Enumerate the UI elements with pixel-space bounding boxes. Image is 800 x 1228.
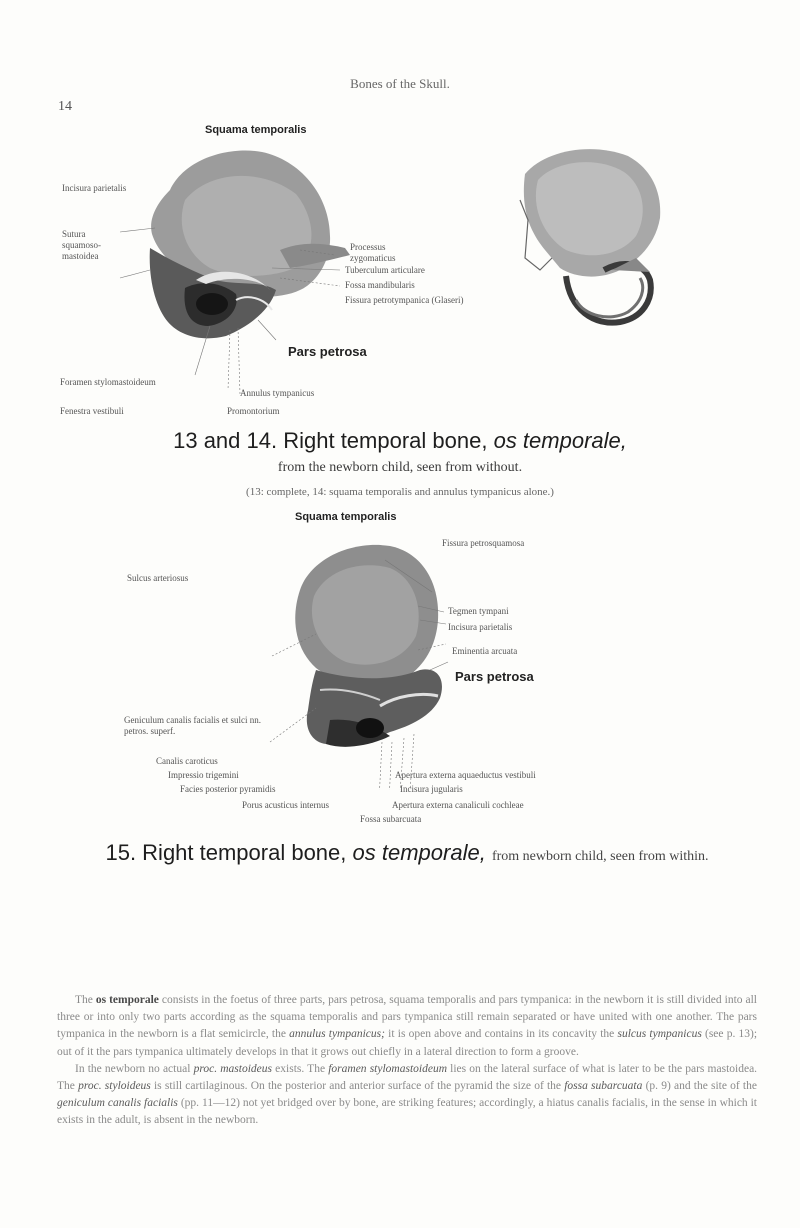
fig13-label-fenestra: Fenestra vestibuli (60, 406, 124, 416)
body-p1-bold: os temporale (95, 994, 159, 1006)
body-text (57, 992, 757, 1130)
body-paragraph-1 (57, 992, 757, 1061)
fig15-title-rest: from newborn child, seen from within. (491, 849, 709, 864)
body-p2-e: (p. 9) and the site of the (645, 1080, 757, 1093)
fig13-title-latin: os temporale, (493, 428, 627, 453)
fig15-label-tegmen: Tegmen tympani (448, 606, 509, 616)
fig13-title (0, 428, 800, 454)
body-p2-f: (pp. 11—12) not yet bridged over by bone, are striking features; accordingly, a hiatus canalis facialis, in the sense in which it exists in the adult, is absent in the newborn. (57, 1097, 758, 1127)
fig15-label-porus: Porus acusticus internus (242, 800, 329, 810)
fig13-label-promontorium: Promontorium (227, 406, 280, 416)
body-p1-it2: sulcus tympanicus (617, 1028, 702, 1041)
fig15-label-facies: Facies posterior pyramidis (180, 784, 276, 794)
fig15-label-incisura: Incisura parietalis (448, 622, 513, 632)
fig15-label-incisura-jugularis: Incisura jugularis (400, 784, 463, 794)
fig15-label-canalis: Canalis caroticus (156, 756, 218, 766)
fig15-title (57, 840, 757, 870)
fig13-label-foramen: Foramen stylomastoideum (60, 377, 156, 387)
running-head: Bones of the Skull. (350, 76, 450, 91)
body-paragraph-2 (57, 1061, 757, 1130)
fig13-label-processus: Processus zygomaticus (350, 242, 396, 263)
body-p2-it4: fossa subarcuata (564, 1080, 643, 1093)
fig15-label-geniculum: Geniculum canalis facialis et sulci nn. petros. superf. (124, 715, 261, 736)
body-p2-d: is still cartilaginous. On the posterior and anterior surface of the pyramid the size of the (153, 1080, 562, 1093)
fig13-label-incisura-parietalis: Incisura parietalis (62, 183, 127, 193)
fig13-title-main: Right temporal bone, (283, 428, 488, 453)
body-p2-it3: proc. styloideus (78, 1080, 151, 1093)
body-p1-it1: annulus tympanicus; (289, 1028, 385, 1041)
fig15-title-latin: os temporale, (352, 840, 486, 865)
fig13-label-pars-petrosa: Pars petrosa (288, 344, 367, 359)
fig13-label-tuberculum: Tuberculum articulare (345, 265, 425, 275)
fig15-title-main: 15. Right temporal bone, (105, 840, 347, 865)
fig13-subtitle: from the newborn child, seen from without. (277, 460, 523, 475)
fig15-bone-illustration (0, 520, 800, 790)
fig15-label-pars-petrosa: Pars petrosa (455, 669, 534, 684)
fig13-label-fossa: Fossa mandibularis (345, 280, 415, 290)
fig13-label-annulus: Annulus tympanicus (240, 388, 315, 398)
fig15-label-apertura-canaliculi: Apertura externa canaliculi cochleae (392, 800, 524, 810)
fig15-label-fissura-petrosquamosa: Fissura petrosquamosa (442, 538, 525, 548)
body-p2-it5: geniculum canalis facialis (57, 1097, 178, 1110)
body-p1-d: (see p. 13); out of it the pars tympanica ultimately develops in that it grows out chiefly in a lateral direction to form a groove. (57, 1028, 758, 1058)
fig15-squama-label: Squama temporalis (295, 511, 397, 523)
fig13-note: (13: complete, 14: squama temporalis and annulus tympanicus alone.) (246, 486, 554, 498)
body-p1-c: it is open above and contains in its concavity the (388, 1028, 615, 1041)
fig13-label-fissura: Fissura petrotympanica (Glaseri) (345, 295, 464, 305)
body-p2-it1: proc. mastoideus (193, 1062, 273, 1075)
fig15-label-eminentia: Eminentia arcuata (452, 646, 518, 656)
fig15-label-sulcus: Sulcus arteriosus (127, 573, 189, 583)
body-p2-a: In the newborn no actual (75, 1062, 191, 1075)
fig13-squama-label: Squama temporalis (205, 124, 307, 136)
fig15-label-fossa-subarcuata: Fossa subarcuata (360, 814, 422, 824)
body-p2-c: lies on the lateral surface of what is later to be the pars mastoidea. The (57, 1062, 758, 1093)
body-p2-b: exists. The (275, 1062, 326, 1075)
fig15-label-impressio: Impressio trigemini (168, 770, 239, 780)
fig13-label-sutura: Sutura squamoso-mastoidea (62, 229, 101, 261)
body-p1-b: consists in the foetus of three parts, pars petrosa, squama temporalis and pars tympanica: in the newborn it is still divided into all three or into only two parts according as the squama temporalis and pars tympanica still remain separated or have united with one another. The pars tympanica in the newborn is a flat semicircle, the (57, 994, 758, 1041)
fig15-label-apertura-aquaeductus: Apertura externa aquaeductus vestibuli (395, 770, 536, 780)
page-number: 14 (58, 99, 72, 114)
fig13-title-prefix: 13 and 14. (173, 428, 278, 453)
body-p2-it2: foramen stylomastoideum (328, 1062, 447, 1075)
body-p1-a: The (75, 994, 93, 1006)
